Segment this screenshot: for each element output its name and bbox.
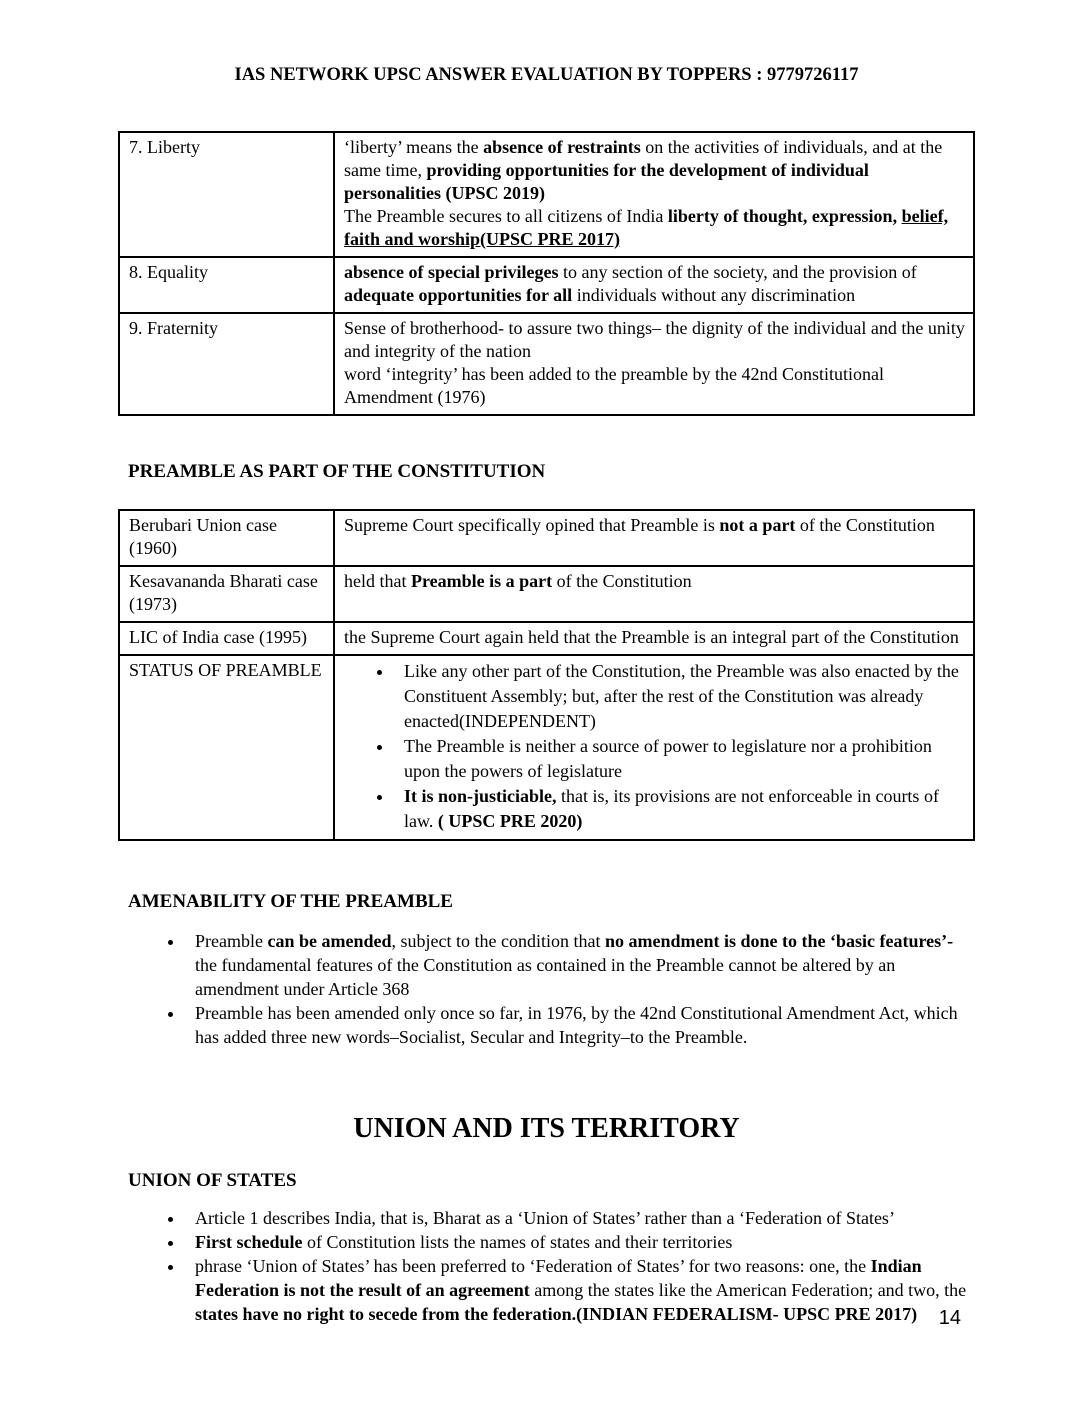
text-run: the Supreme Court again held that the Preamble is an integral part of the Constitution [344,627,959,647]
text-run: of Constitution lists the names of states and their territories [302,1232,733,1252]
text-run: The Preamble is neither a source of power to legislature nor a prohibition upon the powers of legislature [404,736,932,781]
page-number: 14 [938,1307,961,1329]
text-run: Like any other part of the Constitution, the Preamble was also enacted by the Constituent Assembly; but, after the rest of the Constitution was already enacted(INDEPENDENT) [404,661,959,731]
list-item [185,1206,975,1230]
text-run: no amendment is done to the ‘basic features’- [604,931,954,951]
text-run: individuals without any discrimination [572,285,856,305]
definition-cell [334,510,974,566]
text-run: not a part [719,515,796,535]
text-run: Sense of brotherhood- to assure two things– the dignity of the individual and the unity and integrity of the nation [344,318,965,361]
chapter-title: UNION AND ITS TERRITORY [353,1113,740,1144]
paragraph [344,363,965,409]
text-run: liberty of thought, expression, [667,206,902,226]
text-run: belief, faith and worship(UPSC PRE 2017) [344,206,949,249]
definition-cell [334,655,974,840]
bullet-list [118,929,975,1049]
text-run: Indian Federation is not the result of an agreement [195,1256,922,1300]
section-heading-union-of-states: UNION OF STATES [128,1170,297,1191]
text-run: on the activities of individuals, and at the same time, [344,137,943,180]
table-row-equality [119,257,974,313]
text-run: that is, its provisions are not enforceable in courts of law. [404,786,939,831]
text-run: Article 1 describes India, that is, Bharat as a ‘Union of States’ rather than a ‘Federation of States’ [195,1208,895,1228]
text-run: can be amended [267,931,392,951]
list-item [185,1254,975,1326]
term-cell: 7. Liberty [119,132,334,257]
text-run: , subject to the condition that [391,931,605,951]
paragraph [344,626,965,649]
text-run: adequate opportunities for all [344,285,573,305]
paragraph [344,261,965,307]
text-run: absence of restraints [483,137,641,157]
text-run: absence of special privileges [344,262,559,282]
list-item [394,784,965,834]
section-heading-amenability: AMENABILITY OF THE PREAMBLE [128,891,453,912]
list-item [394,659,965,734]
term-cell: LIC of India case (1995) [119,622,334,655]
list-item [185,1001,975,1049]
text-run: phrase ‘Union of States’ has been preferred to ‘Federation of States’ for two reasons: one, the [195,1256,871,1276]
text-run: providing opportunities for the development of individual personalities (UPSC 2019) [344,160,869,203]
table-row-kesavananda [119,566,974,622]
table-row-status [119,655,974,840]
text-run: held that [344,571,411,591]
paragraph [344,570,965,593]
paragraph [344,205,965,251]
text-run: First schedule [195,1232,303,1252]
text-run: It is non-justiciable, [404,786,557,806]
table-row-liberty [119,132,974,257]
text-run: Preamble has been amended only once so far, in 1976, by the 42nd Constitutional Amendment Act, which has added three new words–Socialist, Secular and Integrity–to the Preamble. [195,1003,958,1047]
text-run: Preamble [195,931,268,951]
definition-cell [334,257,974,313]
document-header: IAS NETWORK UPSC ANSWER EVALUATION BY TOPPERS : 9779726117 [234,65,859,85]
amenability-content [118,929,975,1049]
text-run: the fundamental features of the Constitution as contained in the Preamble cannot be altered by an amendment under Article 368 [195,955,896,999]
text-run: word ‘integrity’ has been added to the preamble by the 42nd Constitutional Amendment (1976) [344,364,885,407]
table-row-lic [119,622,974,655]
text-run: of the Constitution [795,515,935,535]
definition-cell [334,313,974,415]
text-run: The Preamble secures to all citizens of India [344,206,668,226]
text-run: to any section of the society, and the provision of [558,262,917,282]
text-run: of the Constitution [552,571,692,591]
term-cell: Berubari Union case (1960) [119,510,334,566]
bullet-list [118,1206,975,1326]
text-run: ( UPSC PRE 2020) [437,811,583,831]
table-row-berubari [119,510,974,566]
term-cell: 8. Equality [119,257,334,313]
text-run: ‘liberty’ means the [344,137,484,157]
table-row-fraternity [119,313,974,415]
bullet-list [344,659,965,834]
union-of-states-content [118,1206,975,1326]
preamble-values-table [118,131,975,416]
paragraph [344,514,965,537]
paragraph [344,317,965,363]
term-cell: STATUS OF PREAMBLE [119,655,334,840]
text-run: states have no right to secede from the federation.(INDIAN FEDERALISM- UPSC PRE 2017) [195,1304,918,1324]
list-item [185,929,975,1001]
text-run: among the states like the American Federation; and two, the [529,1280,967,1300]
text-run: Supreme Court specifically opined that Preamble is [344,515,720,535]
text-run: Preamble is a part [410,571,553,591]
definition-cell [334,566,974,622]
term-cell: Kesavananda Bharati case (1973) [119,566,334,622]
definition-cell [334,622,974,655]
list-item [394,734,965,784]
term-cell: 9. Fraternity [119,313,334,415]
paragraph [344,136,965,205]
list-item [185,1230,975,1254]
preamble-part-table [118,509,975,841]
definition-cell [334,132,974,257]
section-heading-preamble-part: PREAMBLE AS PART OF THE CONSTITUTION [128,461,546,482]
